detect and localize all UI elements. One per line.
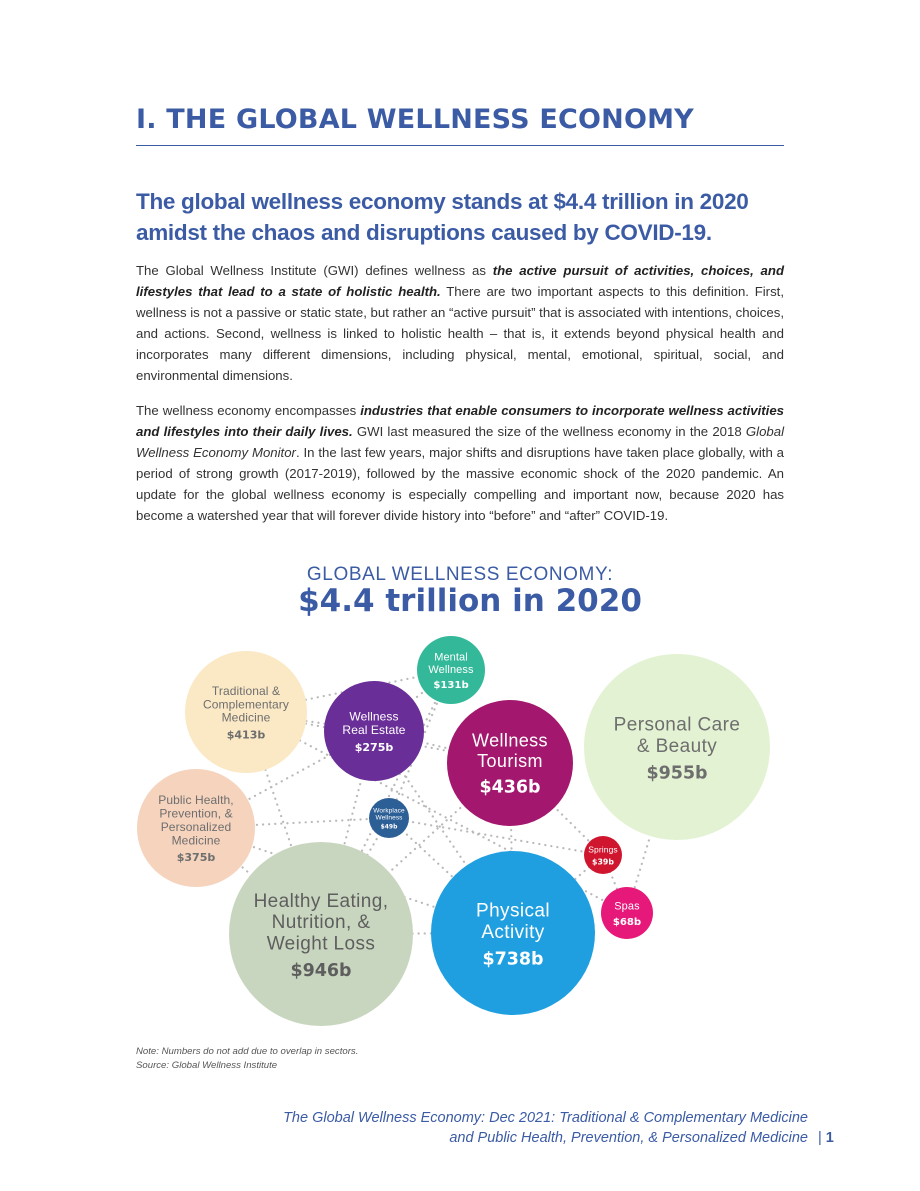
bubble-label-wellness-tourism-1: Wellness bbox=[472, 730, 548, 751]
title-divider bbox=[136, 145, 784, 146]
paragraph-2-publication: Global Wellness Economy Monitor bbox=[136, 424, 784, 460]
bubble-label-spas-1: Spas bbox=[614, 900, 640, 913]
bubble-label-healthy-eating-3: Weight Loss bbox=[266, 933, 376, 955]
bubble-mental-wellness bbox=[417, 636, 485, 704]
bubble-circle-spas bbox=[601, 887, 653, 939]
paragraph-2-lead: The wellness economy encompasses bbox=[136, 403, 361, 418]
headline-line-1: The global wellness economy stands at $4.4 trillion in 2020 bbox=[136, 189, 749, 214]
bubble-traditional-medicine bbox=[185, 651, 307, 773]
bubble-personal-care bbox=[584, 654, 770, 840]
bubble-workplace-wellness bbox=[369, 798, 409, 838]
bubble-label-physical-activity-2: Activity bbox=[481, 921, 545, 943]
footer-citation bbox=[283, 1108, 808, 1148]
bubble-public-health bbox=[137, 769, 255, 887]
bubble-label-public-health-3: Personalized bbox=[160, 820, 232, 834]
bubble-value-physical-activity: $738b bbox=[482, 949, 544, 970]
bubble-value-springs: $39b bbox=[592, 857, 614, 867]
paragraph-2-rest: . In the last few years, major shifts and disruptions have taken place globally, with a period of strong growth (2017-2019), followed by the massive economic shock of the 2020 pandemic. An update for the global wellness economy is especially compelling and important now, because 2020 has become a watershed year that will forever divide history into “before” and “after” COVID-19. bbox=[136, 445, 784, 523]
bubble-value-spas: $68b bbox=[612, 916, 642, 928]
paragraph-definition bbox=[136, 260, 784, 386]
bubble-label-workplace-wellness-2: Wellness bbox=[375, 814, 403, 822]
bubble-label-mental-wellness-2: Wellness bbox=[428, 663, 474, 676]
paragraph-1-rest: There are two important aspects to this definition. First, wellness is not a passive or static state, but rather an “active pursuit” that is associated with intentions, choices, and actions. Second, wellness is linked to holistic health – that is, it extends beyond physical health and incorporates many different dimensions, including physical, mental, emotional, spiritual, social, and environmental dimensions. bbox=[136, 284, 784, 383]
bubble-label-real-estate-2: Real Estate bbox=[342, 723, 406, 737]
sector-bubbles bbox=[137, 636, 770, 1026]
bubble-label-public-health-1: Public Health, bbox=[158, 793, 234, 808]
bubble-label-healthy-eating-2: Nutrition, & bbox=[271, 912, 371, 934]
bubble-label-springs-1: Springs bbox=[588, 844, 618, 855]
paragraph-1-lead: The Global Wellness Institute (GWI) defines wellness as bbox=[136, 263, 493, 278]
bubble-value-mental-wellness: $131b bbox=[433, 680, 469, 692]
footer-line-2: and Public Health, Prevention, & Personalized Medicine bbox=[449, 1130, 808, 1146]
bubble-label-physical-activity-1: Physical bbox=[476, 900, 550, 922]
bubble-value-personal-care: $955b bbox=[646, 763, 708, 784]
bubble-value-healthy-eating: $946b bbox=[290, 960, 352, 981]
bubble-circle-springs bbox=[584, 836, 622, 874]
bubble-value-traditional-medicine: $413b bbox=[226, 728, 266, 742]
paragraph-economy bbox=[136, 400, 784, 526]
note-overlap: Note: Numbers do not add due to overlap in sectors. bbox=[136, 1046, 359, 1057]
bubble-value-workplace-wellness: $49b bbox=[380, 823, 398, 831]
bubble-label-public-health-4: Medicine bbox=[171, 833, 221, 848]
page-number-value: 1 bbox=[825, 1130, 834, 1146]
bubble-label-personal-care-2: & Beauty bbox=[636, 735, 718, 757]
bubble-label-wellness-tourism-2: Tourism bbox=[477, 750, 543, 771]
bubble-label-public-health-2: Prevention, & bbox=[159, 806, 233, 821]
bubble-value-real-estate: $275b bbox=[354, 740, 394, 754]
page-number bbox=[818, 1128, 834, 1148]
bubble-wellness-tourism bbox=[447, 700, 573, 826]
bubble-label-traditional-medicine-2: Complementary bbox=[203, 697, 289, 712]
chart-kicker: GLOBAL WELLNESS ECONOMY: bbox=[306, 564, 614, 585]
bubble-springs bbox=[584, 836, 622, 874]
footer-line-1: The Global Wellness Economy: Dec 2021: Traditional & Complementary Medicine bbox=[283, 1110, 808, 1126]
page-separator: | bbox=[818, 1130, 822, 1146]
bubble-label-healthy-eating-1: Healthy Eating, bbox=[253, 890, 389, 912]
headline bbox=[136, 186, 796, 248]
note-source: Source: Global Wellness Institute bbox=[136, 1060, 278, 1071]
bubble-value-wellness-tourism: $436b bbox=[479, 777, 541, 798]
chart-title: $4.4 trillion in 2020 bbox=[298, 583, 642, 619]
paragraph-2-emphasis: industries that enable consumers to incorporate wellness activities and lifestyles into their daily lives. bbox=[136, 403, 784, 439]
bubble-physical-activity bbox=[431, 851, 595, 1015]
headline-line-2: amidst the chaos and disruptions caused by COVID-19. bbox=[136, 220, 712, 245]
paragraph-2-mid: GWI last measured the size of the wellness economy in the 2018 bbox=[352, 424, 746, 439]
bubble-real-estate bbox=[324, 681, 424, 781]
bubble-healthy-eating bbox=[229, 842, 413, 1026]
bubble-label-real-estate-1: Wellness bbox=[349, 709, 399, 724]
bubble-value-public-health: $375b bbox=[176, 851, 216, 865]
bubble-label-personal-care-1: Personal Care bbox=[613, 714, 741, 736]
wellness-bubble-chart bbox=[0, 620, 920, 1040]
bubble-spas bbox=[601, 887, 653, 939]
bubble-label-workplace-wellness-1: Workplace bbox=[373, 807, 405, 815]
bubble-label-mental-wellness-1: Mental bbox=[434, 651, 468, 664]
bubble-label-traditional-medicine-1: Traditional & bbox=[211, 683, 281, 698]
paragraph-1-emphasis: the active pursuit of activities, choices, and lifestyles that lead to a state of holistic health. bbox=[136, 263, 784, 299]
bubble-label-traditional-medicine-3: Medicine bbox=[221, 710, 271, 725]
section-title: I. THE GLOBAL WELLNESS ECONOMY bbox=[136, 104, 694, 135]
chart-note bbox=[136, 1045, 358, 1073]
